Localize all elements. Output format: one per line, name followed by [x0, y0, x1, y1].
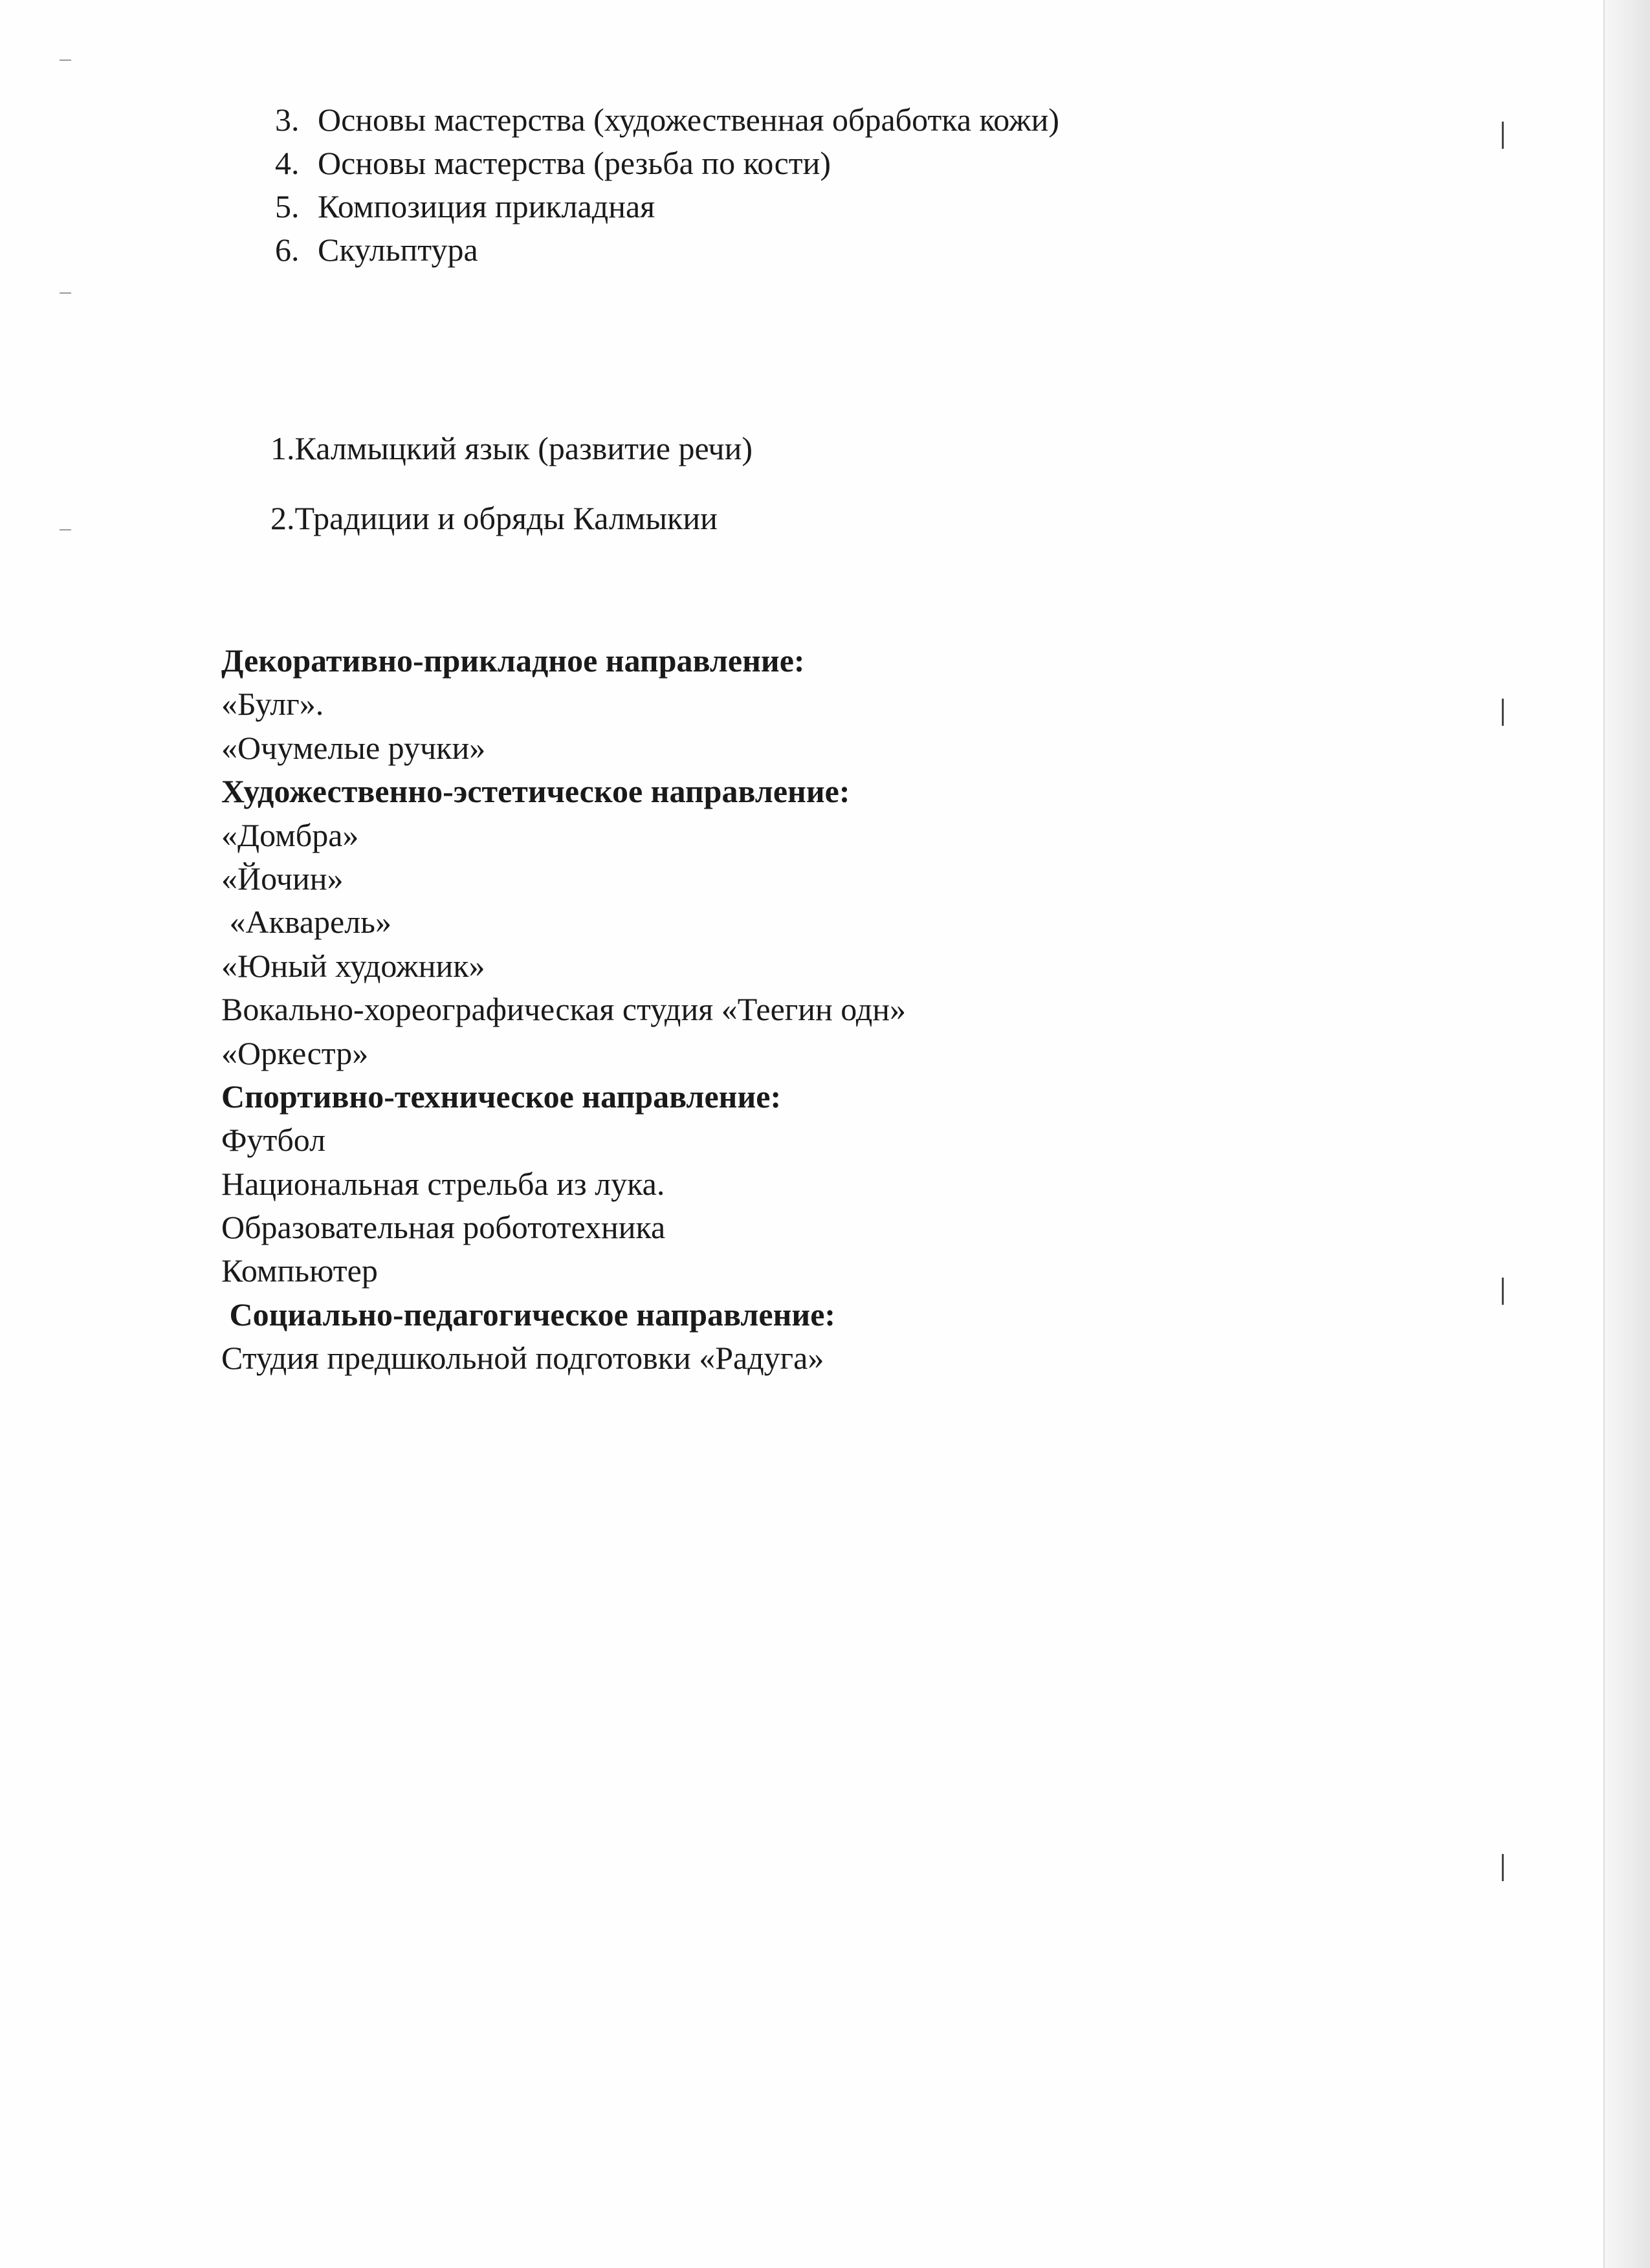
direction-heading: Декоративно-прикладное направление: — [221, 642, 805, 679]
numbered-list-item — [275, 144, 831, 182]
direction-heading: Спортивно-техническое направление: — [221, 1078, 782, 1115]
direction-item: «Булг». — [221, 686, 324, 723]
scan-edge-shadow — [1605, 0, 1650, 2268]
numbered-list-item — [275, 100, 1059, 139]
item-text: Основы мастерства (художественная обработка кожи) — [318, 102, 1059, 138]
direction-item: «Акварель» — [221, 904, 391, 941]
direction-item: Компьютер — [221, 1252, 378, 1289]
direction-item: «Домбра» — [221, 816, 359, 853]
item-number: 6. — [275, 232, 300, 268]
direction-item: «Оркестр» — [221, 1034, 369, 1071]
direction-item: Футбол — [221, 1122, 326, 1159]
item-text: Композиция прикладная — [318, 188, 655, 224]
item-number: 3. — [275, 102, 300, 138]
scan-mark — [1502, 699, 1504, 726]
numbered-list-item — [275, 230, 478, 269]
item-number: 5. — [275, 188, 300, 224]
direction-item: «Очумелые ручки» — [221, 729, 486, 766]
direction-heading: Социально-педагогическое направление: — [221, 1296, 836, 1333]
direction-item: Студия предшкольной подготовки «Радуга» — [221, 1340, 824, 1377]
item-number: 4. — [275, 145, 300, 181]
direction-item: Образовательная робототехника — [221, 1209, 666, 1246]
direction-item: Вокально-хореографическая студия «Теегин одн» — [221, 991, 907, 1028]
direction-item: «Юный художник» — [221, 947, 485, 984]
scan-mark — [60, 60, 71, 61]
scan-edge-line — [1603, 0, 1605, 2268]
scan-mark — [1502, 122, 1504, 149]
item-text: Скульптура — [318, 232, 478, 268]
direction-item: Национальная стрельба из лука. — [221, 1165, 665, 1202]
scan-mark — [60, 529, 71, 530]
direction-heading: Художественно-эстетическое направление: — [221, 773, 850, 810]
scan-mark — [1502, 1278, 1504, 1305]
numbered-list-item — [275, 187, 655, 226]
scan-mark — [1502, 1854, 1504, 1881]
item-text: Основы мастерства (резьба по кости) — [318, 145, 831, 181]
language-item: 1.Калмыцкий язык (развитие речи) — [270, 430, 753, 466]
scan-mark — [60, 292, 71, 294]
direction-item: «Йочин» — [221, 860, 344, 897]
language-item: 2.Традиции и обряды Калмыкии — [270, 500, 718, 536]
directions-list — [221, 639, 906, 1380]
